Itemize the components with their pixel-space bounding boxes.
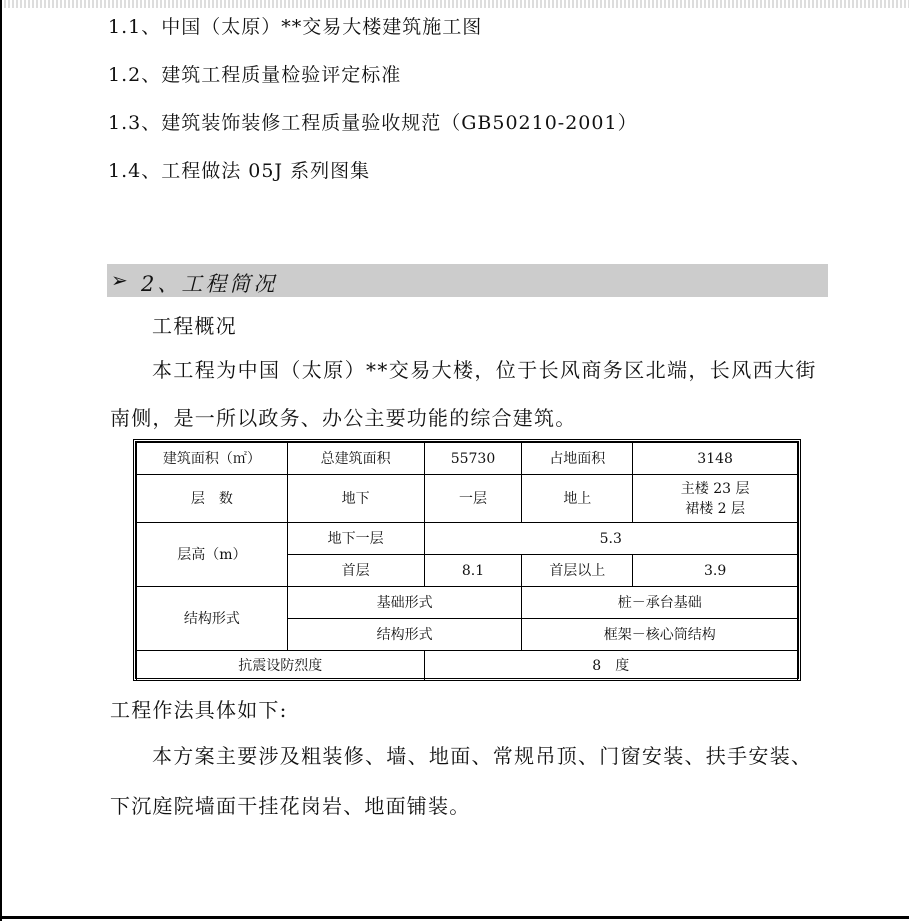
table-cell: 结构形式 xyxy=(137,587,288,651)
methods-heading: 工程作法具体如下: xyxy=(110,698,288,722)
table-cell xyxy=(633,475,798,523)
table-cell: 8.1 xyxy=(424,555,522,587)
reference-item: 1.3、建筑装饰装修工程质量验收规范（GB50210-2001） xyxy=(108,112,638,134)
scope-line-2: 下沉庭院墙面干挂花岗岩、地面铺装。 xyxy=(110,794,471,818)
table-cell: 结构形式 xyxy=(287,619,522,651)
table-cell: 总建筑面积 xyxy=(287,443,424,475)
table-cell: 抗震设防烈度 xyxy=(137,651,425,681)
table-cell: 地上 xyxy=(522,475,633,523)
reference-item: 1.1、中国（太原）**交易大楼建筑施工图 xyxy=(108,16,483,38)
overview-heading: 工程概况 xyxy=(152,314,237,338)
table-cell: 3148 xyxy=(633,443,798,475)
intro-line-1: 本工程为中国（太原）**交易大楼，位于长风商务区北端，长风西大街 xyxy=(152,358,817,382)
table-cell: 基础形式 xyxy=(287,587,522,619)
page-top-edge xyxy=(0,0,909,8)
section-heading-bar xyxy=(107,264,828,297)
table-cell: 框架－核心筒结构 xyxy=(522,619,798,651)
table-cell: 桩－承台基础 xyxy=(522,587,798,619)
reference-item: 1.4、工程做法 05J 系列图集 xyxy=(108,160,371,182)
table-cell: 地下一层 xyxy=(287,523,424,555)
reference-item: 1.2、建筑工程质量检验评定标准 xyxy=(108,64,402,86)
table-cell: 8 度 xyxy=(424,651,797,681)
section-title: 2、工程简况 xyxy=(141,272,278,296)
table-cell: 地下 xyxy=(287,475,424,523)
page-left-border xyxy=(0,0,2,921)
page-bottom-border xyxy=(0,916,909,919)
table-cell: 55730 xyxy=(424,443,522,475)
intro-line-2: 南侧，是一所以政务、办公主要功能的综合建筑。 xyxy=(110,406,577,430)
table-cell: 首层以上 xyxy=(522,555,633,587)
table-cell: 建筑面积（㎡） xyxy=(137,443,288,475)
project-info-table xyxy=(133,439,801,681)
table-cell: 层 数 xyxy=(137,475,288,523)
arrow-bullet-icon: ➢ xyxy=(111,268,128,292)
table-cell: 一层 xyxy=(424,475,522,523)
table-cell: 占地面积 xyxy=(522,443,633,475)
table-cell: 5.3 xyxy=(424,523,797,555)
table-cell: 3.9 xyxy=(633,555,798,587)
above-main-floors: 主楼 23 层 xyxy=(680,480,750,497)
scope-line-1: 本方案主要涉及粗装修、墙、地面、常规吊顶、门窗安装、扶手安装、 xyxy=(152,744,813,768)
table-cell: 首层 xyxy=(287,555,424,587)
above-podium-floors: 裙楼 2 层 xyxy=(685,500,746,517)
table-cell: 层高（m） xyxy=(137,523,288,587)
